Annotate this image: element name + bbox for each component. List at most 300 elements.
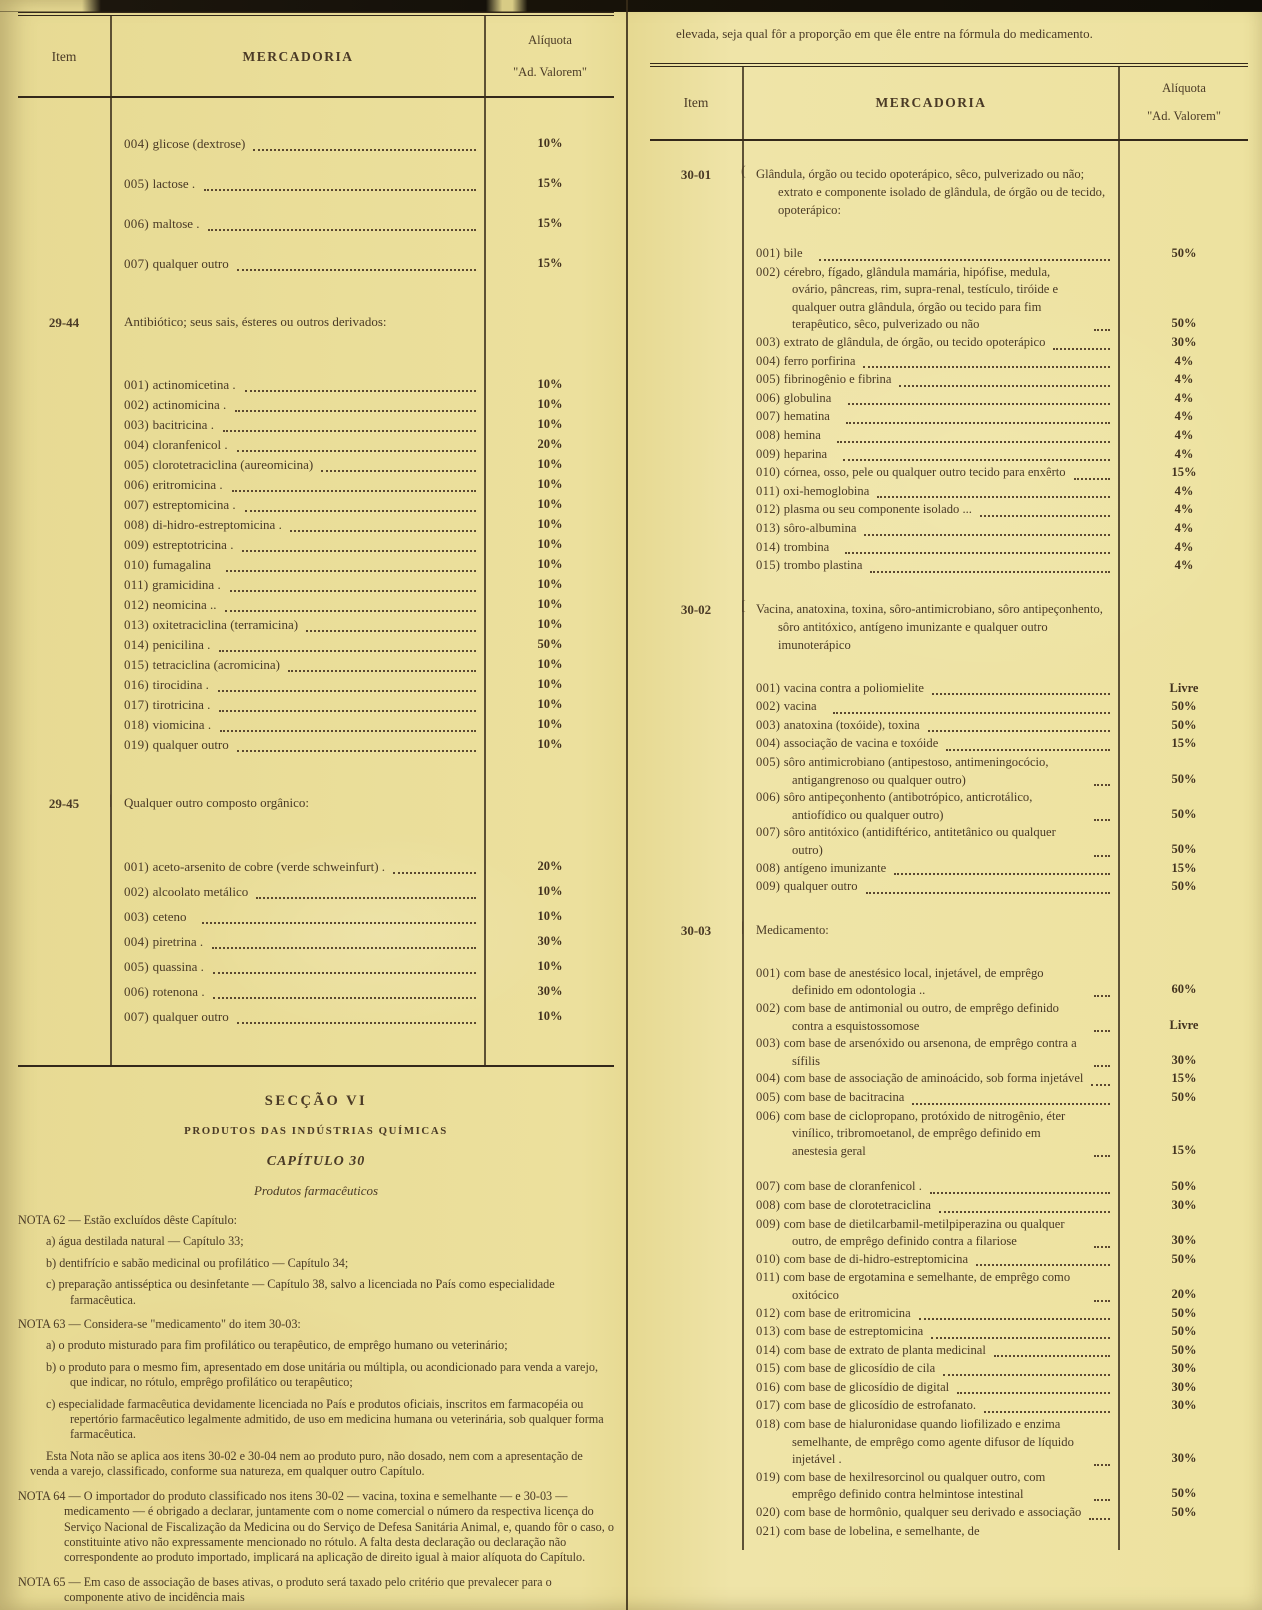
- rate-value: 50%: [1171, 1089, 1197, 1104]
- tariff-row: [756, 754, 1248, 789]
- row-number: 016): [124, 677, 153, 692]
- rate-value: 10%: [537, 136, 563, 150]
- row-number: 014): [756, 539, 784, 554]
- row-number: 001): [756, 246, 784, 260]
- row-text: 008) hemina: [756, 427, 821, 442]
- row-description: [124, 214, 486, 234]
- row-description: [756, 860, 1120, 879]
- row-number: 006): [124, 983, 153, 999]
- dot-leader: [1094, 1246, 1110, 1248]
- table-header: [18, 16, 614, 98]
- subitem-marker: b): [46, 1255, 60, 1270]
- tariff-row: [756, 264, 1248, 334]
- rate-value: 15%: [1171, 1142, 1197, 1157]
- row-text: 010) córnea, osso, pele ou qualquer outro tecido para enxêrto: [756, 465, 1066, 480]
- row-number: 019): [756, 1469, 784, 1484]
- row-text: 004) associação de vacina e toxóide: [756, 736, 939, 751]
- row-text: 016) com base de glicosídio de digital: [756, 1379, 950, 1394]
- row-description: [756, 520, 1120, 539]
- rate-value: 10%: [537, 477, 563, 491]
- dot-leader: [894, 873, 1110, 875]
- row-description: [756, 1379, 1120, 1398]
- tariff-row: [124, 854, 614, 879]
- row-text: 001) vacina contra a poliomielite: [756, 680, 924, 695]
- dot-leader: [931, 1337, 1110, 1339]
- dot-leader: [290, 530, 476, 532]
- table-body: [650, 165, 1248, 1550]
- dot-leader: [306, 630, 476, 632]
- item-code: 30-02: [680, 601, 712, 617]
- group-heading: Qualquer outro composto orgânico:: [124, 795, 309, 810]
- dot-leader: [225, 610, 477, 612]
- row-number: 009): [756, 879, 784, 894]
- subitem-marker: a): [46, 1338, 59, 1353]
- dot-leader: [321, 470, 476, 472]
- row-description: [756, 539, 1120, 558]
- hand-brace-mark: (: [741, 164, 746, 179]
- tariff-row: [124, 575, 614, 595]
- group-rows: [124, 854, 614, 1029]
- row-description: [124, 254, 486, 274]
- row-text: 004) com base de associação de aminoácido, sob forma injetável: [756, 1071, 1084, 1086]
- dot-leader: [226, 570, 476, 572]
- row-text: 011) gramicidina .: [124, 577, 221, 592]
- row-number: 013): [756, 1324, 784, 1339]
- row-description: [124, 455, 486, 475]
- tariff-row: [756, 1269, 1248, 1304]
- row-text: 002) vacina: [756, 699, 817, 714]
- row-description: [124, 375, 486, 395]
- rate-value: 15%: [537, 256, 563, 270]
- dot-leader: [1074, 478, 1110, 480]
- hand-brace-mark: [: [741, 598, 746, 614]
- row-text: 004) piretrina .: [124, 933, 204, 949]
- header-aliquota: [1120, 67, 1248, 139]
- row-number: 018): [756, 1417, 784, 1432]
- row-number: 004): [124, 136, 153, 151]
- row-number: 002): [124, 397, 153, 412]
- row-number: 015): [756, 1361, 784, 1376]
- group-rows: [756, 965, 1248, 1540]
- rate-value: 10%: [537, 883, 563, 898]
- tariff-group: [18, 312, 614, 755]
- row-text: 007) hematina: [756, 409, 830, 424]
- row-text: 004) cloranfenicol .: [124, 437, 228, 452]
- row-text: 018) com base de hialuronidase quando liofilizado e enzima semelhante, de emprêgo como agente difusor de líquido injetável .: [756, 1417, 1074, 1467]
- row-number: 010): [124, 557, 153, 572]
- row-description: [756, 1089, 1120, 1108]
- dot-leader: [1094, 819, 1110, 821]
- rate-value: 15%: [1171, 736, 1197, 751]
- row-number: 001): [124, 858, 153, 874]
- row-number: 006): [756, 390, 784, 405]
- rate-value: 50%: [1171, 699, 1197, 714]
- nota-block: [18, 1213, 614, 1308]
- row-description: [124, 675, 486, 695]
- row-number: 005): [124, 457, 153, 472]
- row-number: 002): [756, 264, 784, 279]
- row-description: [124, 535, 486, 555]
- tariff-row: [124, 929, 614, 954]
- row-number: 010): [756, 1251, 784, 1266]
- row-text: 013) sôro-albumina: [756, 520, 857, 535]
- group-body: [742, 921, 1248, 1540]
- row-text: 001) aceto-arsenito de cobre (verde schweinfurt) .: [124, 858, 386, 874]
- row-number: 014): [124, 637, 153, 652]
- row-text: 005) quassina .: [124, 958, 204, 974]
- rate-value: 30%: [1171, 1197, 1197, 1212]
- row-text: 011) com base de ergotamina e semelhante, de emprêgo como oxitócico: [756, 1270, 1071, 1302]
- row-text: 003) anatoxina (toxóide), toxina: [756, 717, 920, 732]
- row-description: [124, 735, 486, 755]
- dot-leader: [863, 366, 1110, 368]
- tariff-row: [756, 427, 1248, 446]
- tariff-row: [124, 375, 614, 395]
- tariff-row: [756, 557, 1248, 576]
- row-number: 002): [756, 1001, 784, 1015]
- row-description: [124, 575, 486, 595]
- row-number: 005): [756, 1089, 784, 1104]
- nota-subitem: b) dentifrício e sabão medicinal ou profilático — Capítulo 34;: [46, 1255, 349, 1270]
- dot-leader: [242, 550, 476, 552]
- tariff-row: [756, 1305, 1248, 1324]
- tariff-group: [650, 165, 1248, 576]
- row-text: 004) glicose (dextrose): [124, 136, 246, 151]
- row-description: [124, 982, 486, 1002]
- tariff-row: [756, 1504, 1248, 1523]
- row-number: 016): [756, 1379, 784, 1394]
- tariff-row: [756, 1089, 1248, 1108]
- rate-value: 10%: [537, 677, 563, 691]
- row-text: 001) bile: [756, 246, 803, 260]
- row-text: 006) com base de ciclopropano, protóxido de nitrogênio, éter vinílico, tribromoetanol, de emprêgo definido em anestesia geral: [756, 1108, 1066, 1158]
- row-number: 011): [756, 1270, 784, 1285]
- tariff-row: [124, 475, 614, 495]
- tariff-row: [756, 860, 1248, 879]
- row-number: 003): [756, 1036, 784, 1051]
- tariff-row: [124, 535, 614, 555]
- row-text: 014) com base de extrato de planta medicinal: [756, 1342, 986, 1357]
- row-number: 008): [756, 427, 784, 442]
- rate-value: 50%: [1171, 316, 1197, 331]
- row-text: 012) plasma ou seu componente isolado ...: [756, 502, 972, 517]
- rate-value: 10%: [537, 697, 563, 711]
- dot-leader: [218, 690, 476, 692]
- group-body: [110, 312, 614, 755]
- row-text: 002) alcoolato metálico: [124, 883, 249, 899]
- nota-subitem: a) água destilada natural — Capítulo 33;: [46, 1234, 244, 1249]
- table-header: [650, 67, 1248, 141]
- row-number: 012): [756, 1305, 784, 1320]
- tariff-group: [650, 600, 1248, 897]
- dot-leader: [976, 1264, 1110, 1266]
- row-description: [756, 1397, 1120, 1416]
- row-description: [124, 615, 486, 635]
- row-number: 007): [124, 497, 153, 512]
- row-text: 005) com base de bacitracina: [756, 1089, 905, 1104]
- tariff-row: [124, 715, 614, 735]
- dot-leader: [848, 403, 1110, 405]
- row-text: 007) com base de cloranfenicol .: [756, 1179, 922, 1194]
- nota-heading: NOTA 64 — O importador do produto classificado nos itens 30-02 — vacina, toxina e semelhante — e 30-03 — medicamento — é obrigado a declarar, juntamente com o nome comercial o número da respectiva licença do Serviço Nacional de Fiscalização da Medicina ou do Serviço de Defesa Sanitária Animal, e, quando fôr o caso, o constituinte ativo não expressamente mencionado no rótulo. A falta desta declaração ou declaração não correspondente ao produto importado, implicará na aplicação de direito igual à maior alíquota do Capítulo.: [18, 1488, 614, 1565]
- row-description: [756, 1523, 1120, 1541]
- row-number: 007): [756, 409, 784, 424]
- row-number: 008): [756, 1197, 784, 1212]
- header-aliquota: [486, 16, 614, 96]
- rate-value: 30%: [1171, 1361, 1197, 1376]
- rate-value: 20%: [1171, 1286, 1197, 1301]
- rate-value: 15%: [537, 176, 563, 190]
- row-text: 013) com base de estreptomicina: [756, 1324, 924, 1339]
- rate-value: 50%: [1171, 246, 1197, 260]
- header-mercadoria: MERCADORIA: [242, 48, 354, 64]
- row-number: 011): [124, 577, 153, 592]
- tariff-row: [756, 371, 1248, 390]
- rate-value: 50%: [1171, 806, 1197, 821]
- dot-leader: [213, 972, 476, 974]
- row-number: 008): [756, 860, 784, 875]
- carryover-paragraph: elevada, seja qual fôr a proporção em que êle entre na fórmula do medicamento.: [676, 26, 1093, 41]
- rate-value: 4%: [1174, 372, 1194, 387]
- row-number: 001): [756, 965, 784, 980]
- tariff-row: [756, 353, 1248, 372]
- row-description: [756, 1416, 1120, 1469]
- header-aliquota-line2: "Ad. Valorem": [513, 64, 587, 79]
- rate-value: 50%: [1171, 1505, 1197, 1520]
- dot-leader: [980, 515, 1110, 517]
- dot-leader: [877, 496, 1110, 498]
- row-text: 014) trombina: [756, 539, 830, 554]
- item-code: [18, 124, 110, 284]
- row-number: 017): [756, 1398, 784, 1413]
- tariff-row: [756, 965, 1248, 1000]
- row-number: 003): [756, 334, 784, 349]
- tariff-row: [124, 655, 614, 675]
- dot-leader: [819, 259, 1110, 261]
- nota-subitem: c) especialidade farmacêutica devidamente licenciada no País e produtos oficiais, inscritos em farmacopéia ou repertório farmacêutico legalmente admitido, de uso em medicina humana ou veterinária, sob qualquer forma farmacêutica.: [46, 1396, 604, 1442]
- row-description: [756, 390, 1120, 409]
- row-text: 013) oxitetraciclina (terramicina): [124, 617, 299, 632]
- row-description: [124, 395, 486, 415]
- rate-value: 10%: [537, 908, 563, 923]
- dot-leader: [219, 710, 476, 712]
- tariff-row: [124, 904, 614, 929]
- tariff-row: [756, 1178, 1248, 1197]
- row-number: 015): [756, 558, 784, 573]
- row-description: [756, 1305, 1120, 1324]
- row-number: 012): [756, 502, 784, 517]
- rate-value: 15%: [537, 216, 563, 230]
- row-description: [756, 1035, 1120, 1070]
- row-number: 007): [124, 256, 153, 271]
- subitem-marker: c): [46, 1277, 59, 1292]
- rate-value: 30%: [1171, 1052, 1197, 1067]
- row-number: 009): [756, 446, 784, 461]
- dot-leader: [864, 534, 1110, 536]
- dot-leader: [1053, 348, 1110, 350]
- tariff-row: [756, 1469, 1248, 1504]
- item-code: 29-45: [48, 796, 80, 811]
- row-description: [756, 245, 1120, 264]
- nota-heading: NOTA 62 — Estão excluídos dêste Capítulo:: [18, 1213, 238, 1227]
- row-text: 012) neomicina ..: [124, 597, 217, 612]
- row-number: 013): [124, 617, 153, 632]
- tariff-row: [756, 1379, 1248, 1398]
- group-body: [110, 793, 614, 1029]
- row-text: 012) com base de eritromicina: [756, 1305, 911, 1320]
- rate-value: 10%: [537, 617, 563, 631]
- tariff-table-left: [18, 12, 614, 1067]
- row-description: [756, 1342, 1120, 1361]
- tariff-group: [650, 921, 1248, 1540]
- group-body: [110, 124, 614, 284]
- row-text: 001) actinomicetina .: [124, 377, 236, 392]
- group-rows: [124, 124, 614, 284]
- tariff-row: [756, 680, 1248, 699]
- group-heading: Antibiótico; seus sais, ésteres ou outros derivados:: [124, 314, 387, 329]
- row-number: 015): [124, 657, 153, 672]
- row-description: [756, 464, 1120, 483]
- dot-leader: [232, 490, 476, 492]
- tariff-row: [124, 635, 614, 655]
- dot-leader: [1089, 1518, 1110, 1520]
- dot-leader: [1094, 1030, 1110, 1032]
- row-number: 012): [124, 597, 153, 612]
- tariff-group: [18, 793, 614, 1029]
- row-number: 005): [756, 755, 784, 770]
- tariff-row: [124, 244, 614, 284]
- rate-value: [1120, 1539, 1248, 1540]
- rate-value: 10%: [537, 657, 563, 671]
- tariff-row: [124, 164, 614, 204]
- row-text: 015) tetraciclina (acromicina): [124, 657, 280, 672]
- dot-leader: [1094, 995, 1110, 997]
- tariff-row: [124, 979, 614, 1004]
- row-description: [756, 446, 1120, 465]
- item-code: 30-01: [680, 167, 712, 182]
- tariff-row: [756, 446, 1248, 465]
- rate-value: 10%: [537, 517, 563, 531]
- row-description: [124, 495, 486, 515]
- group-rows: [756, 680, 1248, 897]
- rate-value: 10%: [537, 717, 563, 731]
- row-description: [124, 475, 486, 495]
- tariff-row: [756, 1360, 1248, 1379]
- tariff-row: [124, 735, 614, 755]
- tariff-row: [124, 954, 614, 979]
- row-text: 005) sôro antimicrobiano (antipestoso, antimeningocócio, antigangrenoso ou qualquer outro): [756, 755, 1049, 787]
- row-number: 004): [756, 736, 784, 751]
- dot-leader: [237, 1022, 476, 1024]
- tariff-row: [124, 555, 614, 575]
- dot-leader: [219, 650, 476, 652]
- row-description: [756, 1108, 1120, 1161]
- rate-value: 4%: [1174, 539, 1194, 554]
- row-description: [756, 483, 1120, 502]
- nota-subitem: b) o produto para o mesmo fim, apresentado em dose unitária ou múltipla, ou acondicionado para venda a varejo, que indicar, no rótulo, emprêgo profilático ou terapêutico;: [46, 1359, 598, 1390]
- tariff-row: [124, 515, 614, 535]
- row-number: 013): [756, 520, 784, 535]
- dot-leader: [919, 1318, 1110, 1320]
- row-description: [756, 427, 1120, 446]
- dot-leader: [912, 1103, 1110, 1105]
- dot-leader: [204, 189, 476, 191]
- dot-leader: [213, 997, 476, 999]
- group-rows: [756, 245, 1248, 576]
- tariff-table-right: [650, 63, 1248, 1550]
- dot-leader: [1094, 1065, 1110, 1067]
- row-number: 017): [124, 697, 153, 712]
- notes-block: [18, 1213, 614, 1606]
- row-text: 010) com base de di-hidro-estreptomicina: [756, 1251, 969, 1266]
- row-text: 009) com base de dietilcarbamil-metilpiperazina ou qualquer outro, de emprêgo definido contra a filariose: [756, 1216, 1065, 1249]
- row-description: [124, 655, 486, 675]
- rate-value: 4%: [1174, 427, 1194, 442]
- right-column: [650, 24, 1248, 1550]
- row-description: [756, 1000, 1120, 1035]
- group-body: [742, 165, 1248, 576]
- rate-value: 50%: [537, 637, 563, 651]
- row-text: 008) antígeno imunizante: [756, 860, 887, 875]
- row-number: 002): [124, 883, 153, 899]
- row-description: [756, 698, 1120, 717]
- tariff-row: [756, 408, 1248, 427]
- section-subtitle: PRODUTOS DAS INDÚSTRIAS QUÍMICAS: [184, 1125, 448, 1137]
- dot-leader: [1094, 784, 1110, 786]
- rate-value: 50%: [1171, 1179, 1197, 1194]
- row-text: 021) com base de lobelina, e semelhante, de: [756, 1523, 980, 1538]
- group-body: [742, 600, 1248, 897]
- dot-leader: [1091, 1084, 1110, 1086]
- tariff-row: [124, 615, 614, 635]
- tariff-row: [124, 455, 614, 475]
- rate-value: 30%: [1171, 1451, 1197, 1466]
- tariff-row: [756, 698, 1248, 717]
- row-number: 018): [124, 717, 153, 732]
- subitem-marker: b): [46, 1359, 60, 1374]
- row-description: [124, 695, 486, 715]
- row-number: 011): [756, 483, 784, 498]
- row-description: [756, 1323, 1120, 1342]
- rate-value: 50%: [1171, 1324, 1197, 1339]
- tariff-row: [756, 1216, 1248, 1251]
- row-description: [756, 965, 1120, 1000]
- row-description: [756, 1197, 1120, 1216]
- row-text: 003) com base de arsenóxido ou arsenona, de emprêgo contra a sífilis: [756, 1036, 1077, 1068]
- rate-value: 30%: [537, 983, 563, 998]
- dot-leader: [1094, 1155, 1110, 1157]
- row-description: [124, 882, 486, 902]
- rate-value: 4%: [1174, 502, 1194, 517]
- item-code: 29-44: [48, 315, 80, 330]
- row-number: 014): [756, 1342, 784, 1357]
- rate-value: 10%: [537, 1008, 563, 1023]
- row-number: 009): [756, 1216, 784, 1231]
- rate-value: 50%: [1171, 771, 1197, 786]
- left-column: [18, 12, 614, 1606]
- tariff-row: [756, 824, 1248, 859]
- row-description: [124, 515, 486, 535]
- row-description: [756, 824, 1120, 859]
- row-text: 006) globulina: [756, 390, 832, 405]
- rate-value: Livre: [1169, 1017, 1199, 1032]
- row-description: [124, 635, 486, 655]
- row-description: [756, 1178, 1120, 1197]
- row-number: 003): [124, 908, 153, 924]
- row-description: [756, 735, 1120, 754]
- tariff-row: [756, 1416, 1248, 1469]
- dot-leader: [899, 385, 1110, 387]
